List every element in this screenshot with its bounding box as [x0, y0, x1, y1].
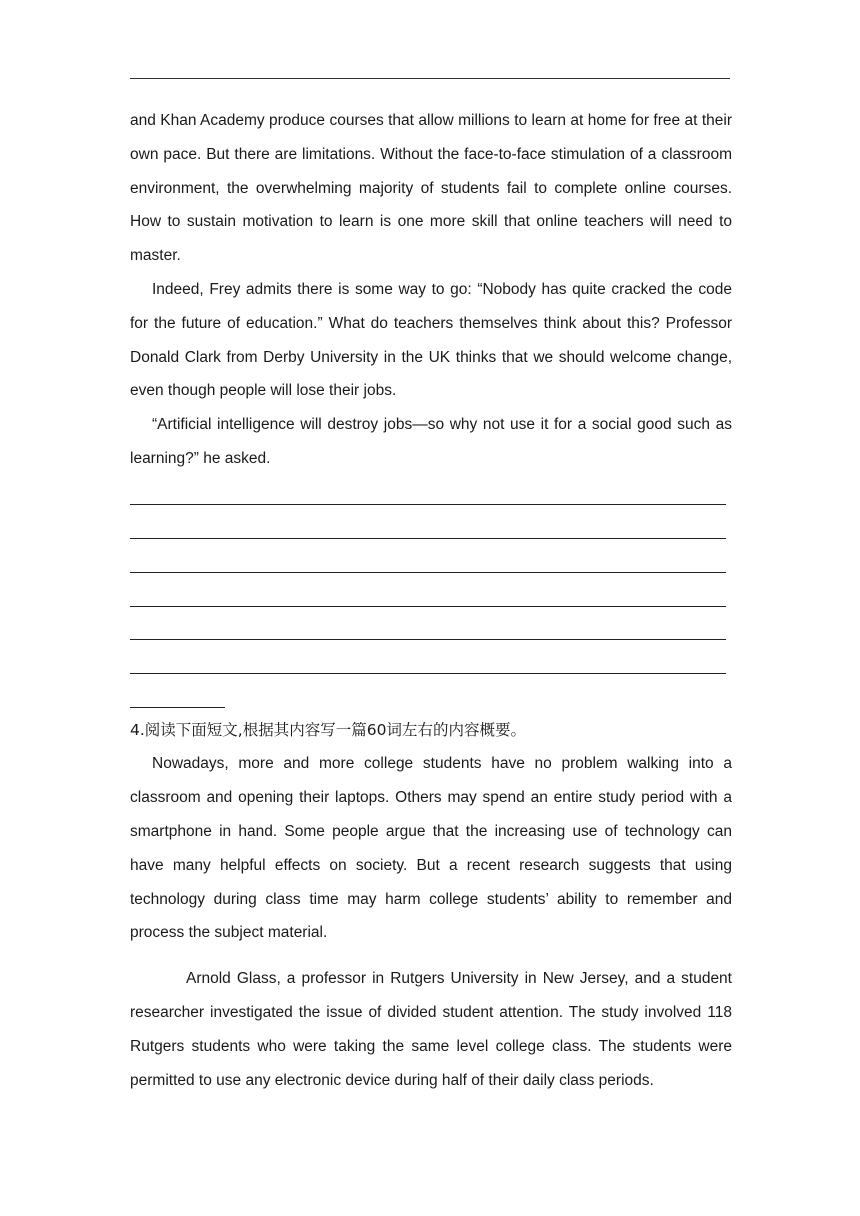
document-body — [130, 104, 732, 1097]
answer-line[interactable] — [130, 646, 732, 680]
answer-line-short[interactable] — [130, 680, 732, 714]
answer-lines[interactable] — [130, 478, 732, 714]
answer-line[interactable] — [130, 545, 732, 579]
answer-line[interactable] — [130, 579, 732, 613]
paragraph-khan-academy: and Khan Academy produce courses that allow millions to learn at home for free at their own pace. But there are limitations. Without the face-to-face stimulation of a classroom environment, the overwhelming majority of students fail to complete online courses. How to sustain motivation to learn is one more skill that online teachers will need to master. — [130, 112, 732, 265]
answer-line[interactable] — [130, 511, 732, 545]
answer-line[interactable] — [130, 613, 732, 647]
paragraph-frey: Indeed, Frey admits there is some way to go: “Nobody has quite cracked the code for the future of education.” What do teachers themselves think about this? Professor Donald Clark from Derby University in the UK thinks that we should welcome change, even though people will lose their jobs. — [130, 280, 732, 400]
header-rule — [130, 78, 730, 79]
answer-line[interactable] — [130, 478, 732, 512]
paragraph-ai-quote: “Artificial intelligence will destroy jobs—so why not use it for a social good such as learning?” he asked. — [130, 416, 732, 467]
paragraph-arnold-glass: Arnold Glass, a professor in Rutgers University in New Jersey, and a student researcher investigated the issue of divided student attention. The study involved 118 Rutgers students who were taking the same level college class. The students were permitted to use any electronic device during half of their daily class periods. — [130, 970, 732, 1089]
question-4-heading: 4.阅读下面短文,根据其内容写一篇60词左右的内容概要。 — [130, 720, 526, 739]
paragraph-college-students: Nowadays, more and more college students have no problem walking into a classroom and opening their laptops. Others may spend an entire study period with a smartphone in hand. Some people argue that the increasing use of technology can have many helpful effects on society. But a recent research suggests that using technology during class time may harm college students’ ability to remember and process the subject material. — [130, 755, 732, 942]
